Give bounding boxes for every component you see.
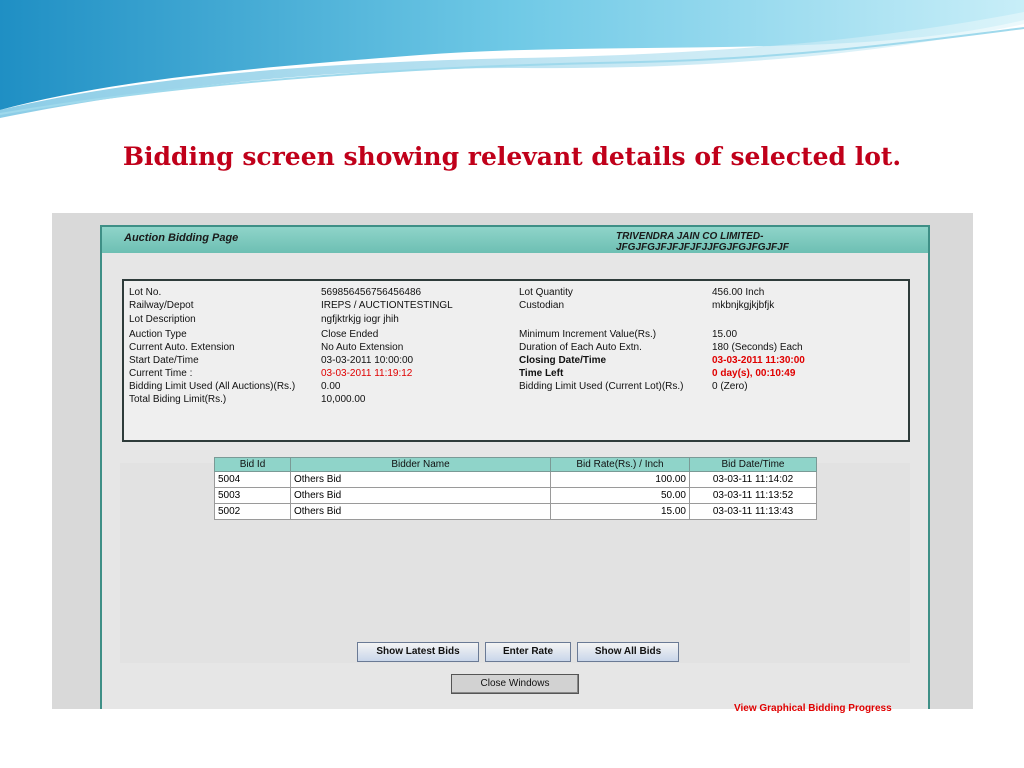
total-limit-value: 10,000.00: [321, 394, 366, 405]
auction-type-label: Auction Type: [129, 329, 187, 340]
current-time-value: 03-03-2011 11:19:12: [321, 368, 413, 379]
limit-current-label: Bidding Limit Used (Current Lot)(Rs.): [519, 381, 684, 392]
bid-rate-cell: 100.00: [551, 472, 690, 488]
limit-all-label: Bidding Limit Used (All Auctions)(Rs.): [129, 381, 296, 392]
time-left-label: Time Left: [519, 368, 564, 379]
bid-id-cell: 5004: [215, 472, 291, 488]
bid-date-cell: 03-03-11 11:14:02: [690, 472, 817, 488]
table-row: [215, 488, 817, 504]
lot-details-panel: [122, 279, 910, 442]
custodian-label: Custodian: [519, 300, 565, 311]
detail-row: [124, 287, 908, 300]
detail-row: [124, 300, 908, 313]
slide-title: Bidding screen showing relevant details of selected lot.: [122, 142, 902, 171]
auction-type-value: Close Ended: [321, 329, 379, 340]
current-extension-value: No Auto Extension: [321, 342, 404, 353]
bidder-name-cell: Others Bid: [291, 504, 551, 520]
bid-rate-cell: 15.00: [551, 504, 690, 520]
lot-desc-label: Lot Description: [129, 314, 196, 325]
page-title: Auction Bidding Page: [124, 232, 239, 244]
bid-date-cell: 03-03-11 11:13:52: [690, 488, 817, 504]
lot-qty-value: 456.00 Inch: [712, 287, 765, 298]
bidder-name-cell: Others Bid: [291, 488, 551, 504]
close-windows-button[interactable]: Close Windows: [451, 674, 579, 694]
detail-row: [124, 314, 908, 327]
current-time-label: Current Time :: [129, 368, 193, 379]
extension-duration-value: 180 (Seconds) Each: [712, 342, 803, 353]
closing-time-label: Closing Date/Time: [519, 355, 607, 366]
decorative-wave-header: [0, 0, 1024, 120]
extension-duration-label: Duration of Each Auto Extn.: [519, 342, 642, 353]
detail-row: [124, 394, 908, 407]
min-increment-label: Minimum Increment Value(Rs.): [519, 329, 657, 340]
window-header: [102, 227, 928, 253]
limit-current-value: 0 (Zero): [712, 381, 748, 392]
lot-qty-label: Lot Quantity: [519, 287, 573, 298]
graphical-progress-link[interactable]: View Graphical Bidding Progress: [734, 703, 892, 714]
auction-screenshot: [52, 213, 973, 714]
bid-id-cell: 5003: [215, 488, 291, 504]
start-time-value: 03-03-2011 10:00:00: [321, 355, 414, 366]
table-row: [215, 472, 817, 488]
time-left-value: 0 day(s), 00:10:49: [712, 368, 796, 379]
detail-row: [124, 329, 908, 342]
lot-no-label: Lot No.: [129, 287, 162, 298]
start-time-label: Start Date/Time: [129, 355, 199, 366]
show-latest-bids-button[interactable]: Show Latest Bids: [357, 642, 479, 662]
detail-row: [124, 368, 908, 381]
bid-date-cell: 03-03-11 11:13:43: [690, 504, 817, 520]
show-all-bids-button[interactable]: Show All Bids: [577, 642, 679, 662]
detail-row: [124, 342, 908, 355]
bid-id-cell: 5002: [215, 504, 291, 520]
table-header-row: [215, 458, 817, 472]
custodian-value: mkbnjkgjkjbfjk: [712, 300, 775, 311]
total-limit-label: Total Biding Limit(Rs.): [129, 394, 227, 405]
current-extension-label: Current Auto. Extension: [129, 342, 235, 353]
detail-row: [124, 381, 908, 394]
railway-label: Railway/Depot: [129, 300, 194, 311]
enter-rate-button[interactable]: Enter Rate: [485, 642, 571, 662]
column-header-bid-rate: Bid Rate(Rs.) / Inch: [551, 458, 690, 472]
auction-window: [100, 225, 930, 714]
bids-table: [214, 457, 817, 520]
lot-desc-value: ngfjktrkjg iogr jhih: [321, 314, 399, 325]
lot-no-value: 569856456756456486: [321, 287, 422, 298]
column-header-bid-id: Bid Id: [215, 458, 291, 472]
limit-all-value: 0.00: [321, 381, 341, 392]
bid-rate-cell: 50.00: [551, 488, 690, 504]
company-name: [616, 231, 789, 253]
column-header-bidder-name: Bidder Name: [291, 458, 551, 472]
railway-value: IREPS / AUCTIONTESTINGL: [321, 300, 453, 311]
column-header-bid-date: Bid Date/Time: [690, 458, 817, 472]
company-line-2: JFGJFGJFJFJFJFJJFGJFGJFGJFJF: [616, 242, 789, 253]
company-line-1: TRIVENDRA JAIN CO LIMITED-: [616, 231, 764, 242]
detail-row: [124, 355, 908, 368]
table-row: [215, 504, 817, 520]
min-increment-value: 15.00: [712, 329, 738, 340]
bidder-name-cell: Others Bid: [291, 472, 551, 488]
closing-time-value: 03-03-2011 11:30:00: [712, 355, 805, 366]
